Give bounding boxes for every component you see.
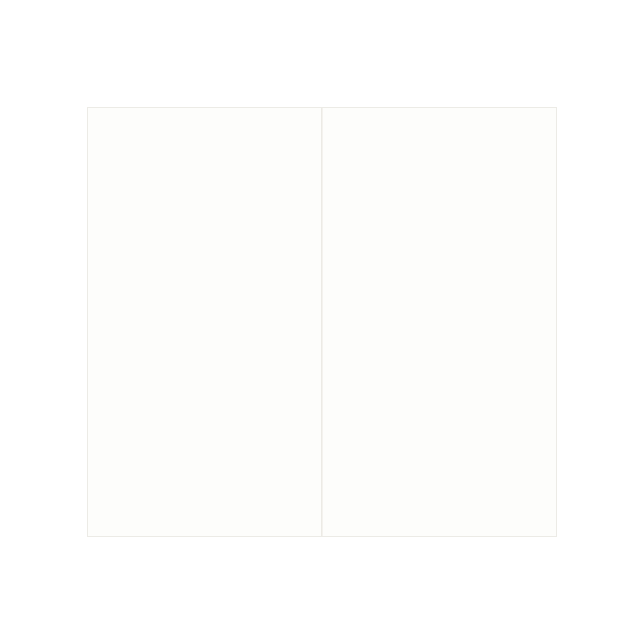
book-spread — [88, 108, 556, 536]
left-page — [88, 108, 321, 536]
right-page-body — [341, 136, 537, 436]
right-page — [323, 108, 556, 536]
left-page-body — [108, 136, 298, 436]
